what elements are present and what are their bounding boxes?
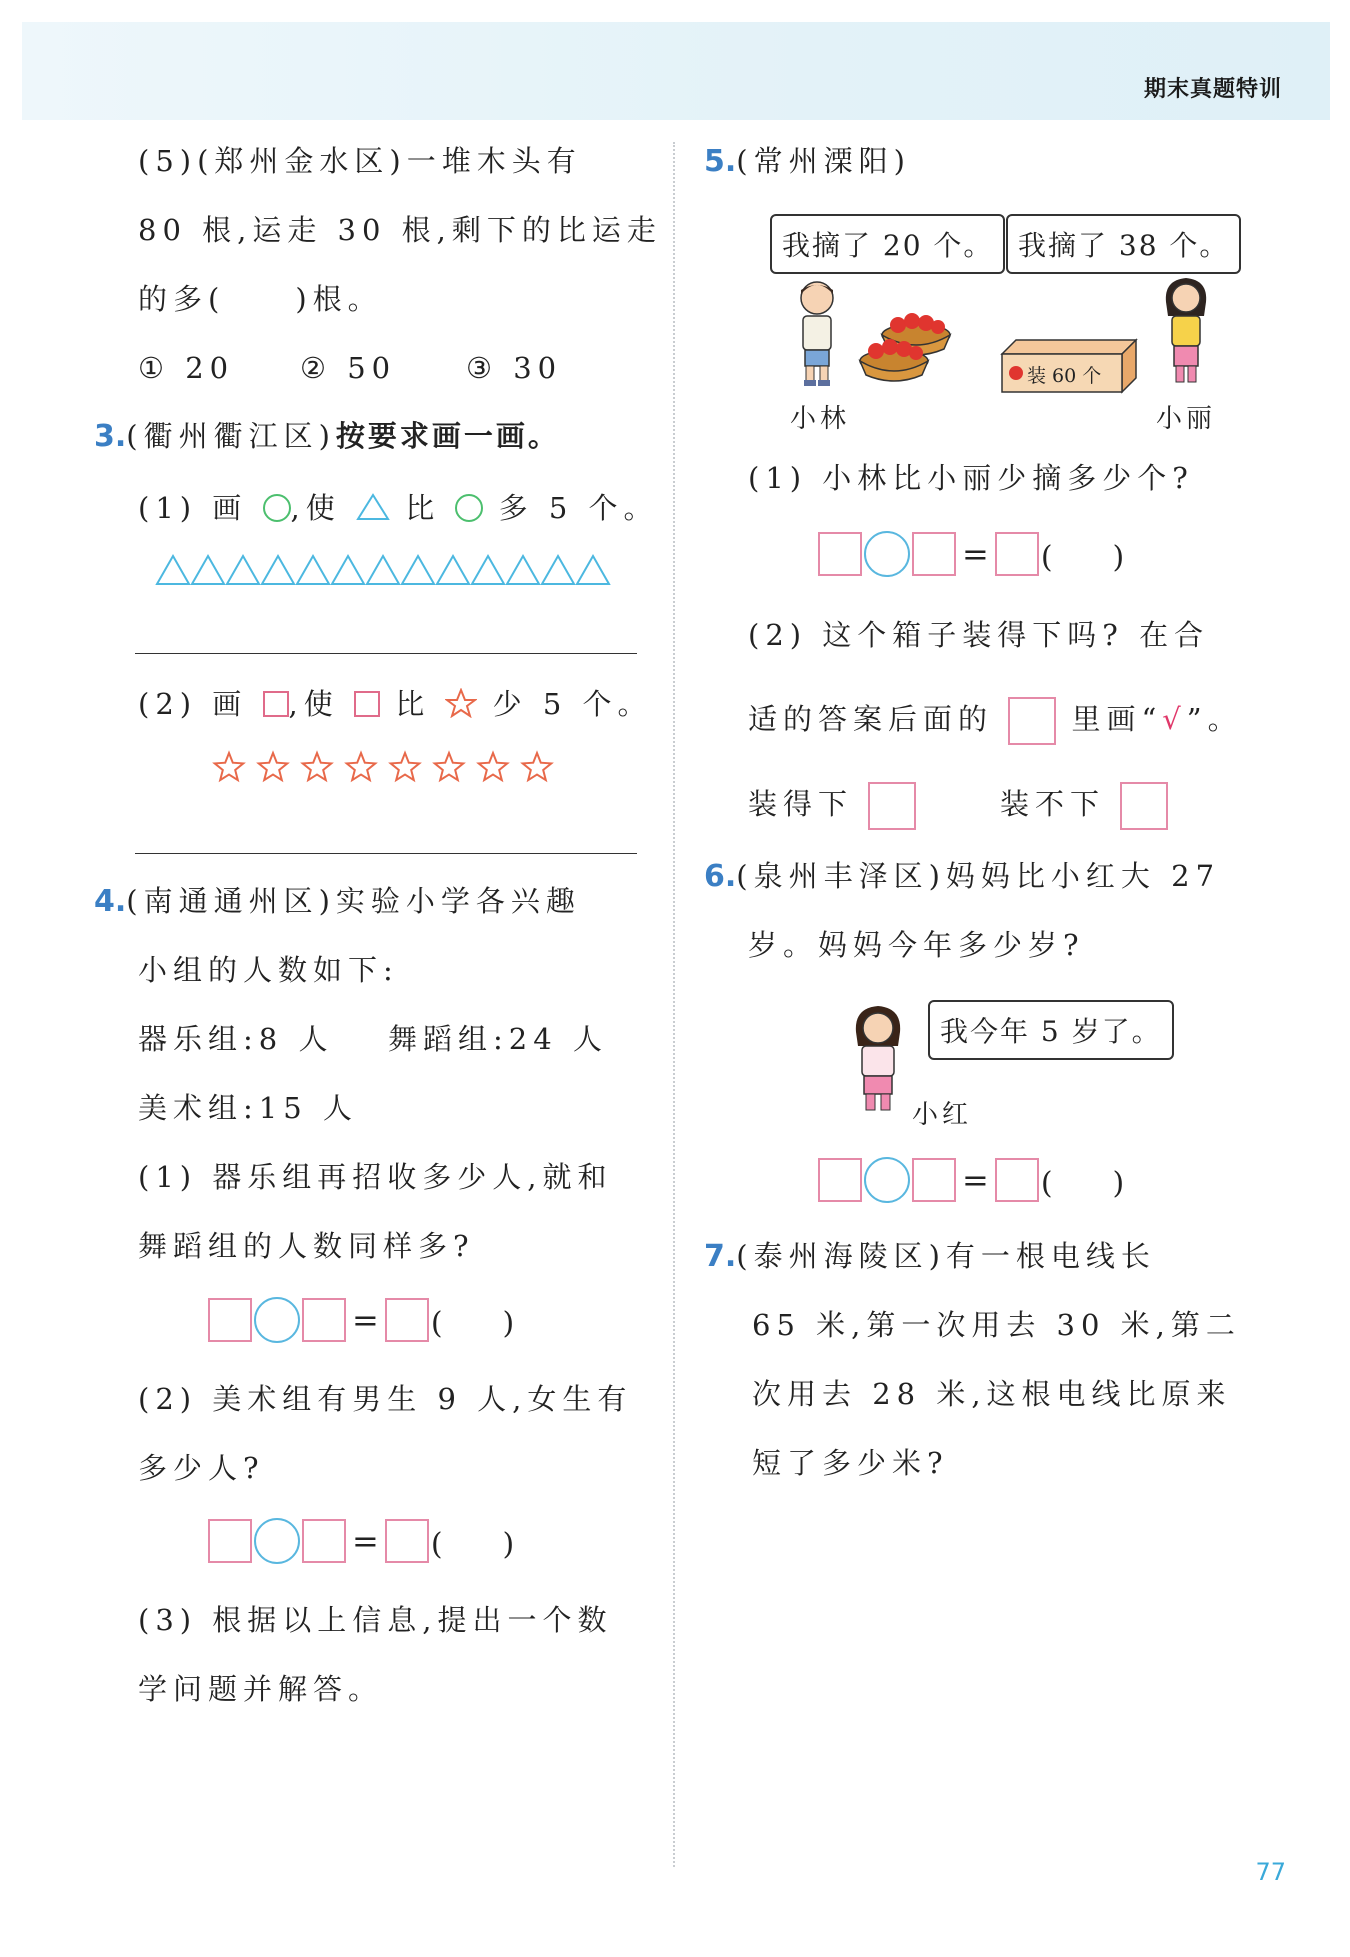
star-shape	[259, 753, 288, 780]
number-box[interactable]	[302, 1298, 346, 1342]
q4-text-line2: 小组的人数如下:	[138, 953, 399, 987]
q7-text-line4: 短了多少米?	[752, 1446, 949, 1480]
name-xiaolin: 小林	[790, 404, 851, 434]
square-icon	[354, 691, 380, 717]
q3-part2-instruction	[138, 688, 653, 719]
girl-xiaohong-illustration	[848, 1004, 910, 1116]
triangle-row	[155, 553, 614, 591]
triangle-shape	[157, 556, 189, 584]
star-shape	[479, 753, 508, 780]
question-region: (常州溧阳)	[736, 144, 911, 178]
unit-blank[interactable]: ( )	[430, 1306, 515, 1341]
operator-circle[interactable]	[254, 1297, 300, 1343]
name-xiaoli: 小丽	[1156, 404, 1217, 434]
triangle-shape	[507, 556, 539, 584]
instruction-text: 适的答案后面的	[748, 702, 994, 736]
star-shape	[347, 753, 376, 780]
result-box[interactable]	[385, 1298, 429, 1342]
equation-row	[208, 1297, 514, 1343]
header-band	[22, 22, 1330, 120]
number-box[interactable]	[208, 1519, 252, 1563]
q5-option-3[interactable]: ③ 30	[466, 351, 563, 385]
option-label: 装不下	[1000, 787, 1106, 821]
star-icon	[445, 688, 477, 718]
unit-blank[interactable]: ( )	[430, 1527, 515, 1562]
equals-sign: =	[962, 1161, 989, 1199]
box-label: 装 60 个	[1027, 365, 1102, 387]
q4-part2-line2: 多少人?	[138, 1451, 265, 1485]
equals-sign: =	[352, 1522, 379, 1560]
result-box[interactable]	[995, 532, 1039, 576]
apple-baskets-illustration	[854, 305, 954, 387]
question-5	[704, 144, 911, 179]
triangle-shape	[577, 556, 609, 584]
q4-part1-line2: 舞蹈组的人数同样多?	[138, 1229, 475, 1263]
q4-part3-line2: 学问题并解答。	[138, 1672, 384, 1706]
instruction-text: 多 5 个。	[498, 491, 659, 525]
q5-option-1[interactable]: ① 20	[138, 351, 235, 385]
star-shape	[523, 753, 552, 780]
instruction-text: 少 5 个。	[492, 687, 653, 721]
triangle-shape	[437, 556, 469, 584]
number-box[interactable]	[302, 1519, 346, 1563]
star-shape	[303, 753, 332, 780]
circle-icon	[263, 494, 291, 522]
triangle-shape	[192, 556, 224, 584]
answer-line[interactable]	[135, 653, 637, 654]
girl-xiaoli-illustration	[1158, 276, 1214, 388]
triangle-shape	[542, 556, 574, 584]
question-6	[704, 859, 1221, 894]
q5-part1: (1) 小林比小丽少摘多少个?	[748, 461, 1194, 495]
answer-line[interactable]	[135, 853, 637, 854]
check-mark-icon: √	[1162, 702, 1187, 736]
instruction-text: ”。	[1186, 702, 1243, 736]
question-number: 5.	[704, 144, 737, 179]
q4-part1-line1: (1) 器乐组再招收多少人,就和	[138, 1160, 613, 1194]
equation-row	[818, 1157, 1124, 1203]
q4-part3-line1: (3) 根据以上信息,提出一个数	[138, 1603, 613, 1637]
checkbox-fit[interactable]	[868, 782, 916, 830]
unit-blank[interactable]: ( )	[1040, 1166, 1125, 1201]
column-divider	[673, 142, 675, 1867]
equals-sign: =	[962, 535, 989, 573]
q6-text-line2: 岁。妈妈今年多少岁?	[748, 928, 1085, 962]
question-text: (南通通州区)实验小学各兴趣	[126, 884, 581, 918]
triangle-shape	[227, 556, 259, 584]
star-shape	[391, 753, 420, 780]
number-box[interactable]	[818, 532, 862, 576]
question-4	[94, 884, 581, 919]
star-shape	[435, 753, 464, 780]
instruction-text: ,使	[290, 491, 341, 525]
page-number: 77	[1255, 1858, 1286, 1886]
q4-group-art: 美术组:15 人	[138, 1091, 358, 1125]
speech-bubble-xiaohong: 我今年 5 岁了。	[928, 1000, 1174, 1060]
instruction-text: (1) 画	[138, 491, 248, 525]
q5-text-line1: (5)(郑州金水区)一堆木头有	[138, 144, 582, 178]
option-nofit	[1000, 782, 1168, 830]
number-box[interactable]	[208, 1298, 252, 1342]
q7-text-line3: 次用去 28 米,这根电线比原来	[752, 1377, 1232, 1411]
star-shape	[215, 753, 244, 780]
question-number: 4.	[94, 884, 127, 919]
checkbox-nofit[interactable]	[1120, 782, 1168, 830]
q5-part2-line1: (2) 这个箱子装得下吗? 在合	[748, 618, 1210, 652]
question-3	[94, 419, 560, 454]
result-box[interactable]	[995, 1158, 1039, 1202]
instruction-text: 比	[405, 491, 441, 525]
number-box[interactable]	[912, 1158, 956, 1202]
question-number: 3.	[94, 419, 127, 454]
speech-bubble-xiaolin: 我摘了 20 个。	[770, 214, 1005, 274]
q3-part1-instruction	[138, 492, 659, 523]
number-box[interactable]	[912, 532, 956, 576]
speech-bubble-xiaoli: 我摘了 38 个。	[1006, 214, 1241, 274]
q7-text-line2: 65 米,第一次用去 30 米,第二	[752, 1308, 1241, 1342]
q4-part2-line1: (2) 美术组有男生 9 人,女生有	[138, 1382, 633, 1416]
triangle-shape	[402, 556, 434, 584]
question-number: 6.	[704, 859, 737, 894]
triangle-shape	[332, 556, 364, 584]
q5-part2-line2	[748, 697, 1243, 745]
square-icon	[263, 691, 289, 717]
question-number: 7.	[704, 1239, 737, 1274]
triangle-shape	[262, 556, 294, 584]
instruction-text: ,使	[288, 687, 339, 721]
number-box[interactable]	[818, 1158, 862, 1202]
instruction-text: 比	[395, 687, 431, 721]
triangle-shape	[297, 556, 329, 584]
q5-option-2[interactable]: ② 50	[300, 351, 397, 385]
option-label: 装得下	[748, 787, 854, 821]
equation-row	[208, 1518, 514, 1564]
question-title: 按要求画一画。	[335, 419, 560, 453]
option-fit	[748, 782, 916, 830]
question-text: (泉州丰泽区)妈妈比小红大 27	[736, 859, 1221, 893]
name-xiaohong: 小红	[912, 1100, 973, 1130]
apple-icon	[1009, 366, 1023, 380]
answer-box-sample	[1008, 697, 1056, 745]
triangle-shape	[367, 556, 399, 584]
header-title: 期末真题特训	[1143, 77, 1282, 102]
operator-circle[interactable]	[864, 531, 910, 577]
unit-blank[interactable]: ( )	[1040, 540, 1125, 575]
q5-text-line3: 的多( )根。	[138, 282, 383, 316]
instruction-text: (2) 画	[138, 687, 248, 721]
operator-circle[interactable]	[254, 1518, 300, 1564]
result-box[interactable]	[385, 1519, 429, 1563]
triangle-icon	[356, 492, 390, 522]
q5-text-line2: 80 根,运走 30 根,剩下的比运走	[138, 213, 662, 247]
question-text: (泰州海陵区)有一根电线长	[736, 1239, 1156, 1273]
instruction-text: 里画“	[1071, 702, 1163, 736]
star-row	[212, 750, 568, 790]
operator-circle[interactable]	[864, 1157, 910, 1203]
equation-row	[818, 531, 1124, 577]
q4-group-instrument: 器乐组:8 人	[138, 1022, 334, 1056]
triangle-shape	[472, 556, 504, 584]
question-7	[704, 1239, 1156, 1274]
q4-group-dance: 舞蹈组:24 人	[388, 1022, 608, 1056]
circle-icon	[455, 494, 483, 522]
equals-sign: =	[352, 1301, 379, 1339]
boy-xiaolin-illustration	[788, 278, 846, 388]
question-region: (衢州衢江区)	[126, 419, 336, 453]
